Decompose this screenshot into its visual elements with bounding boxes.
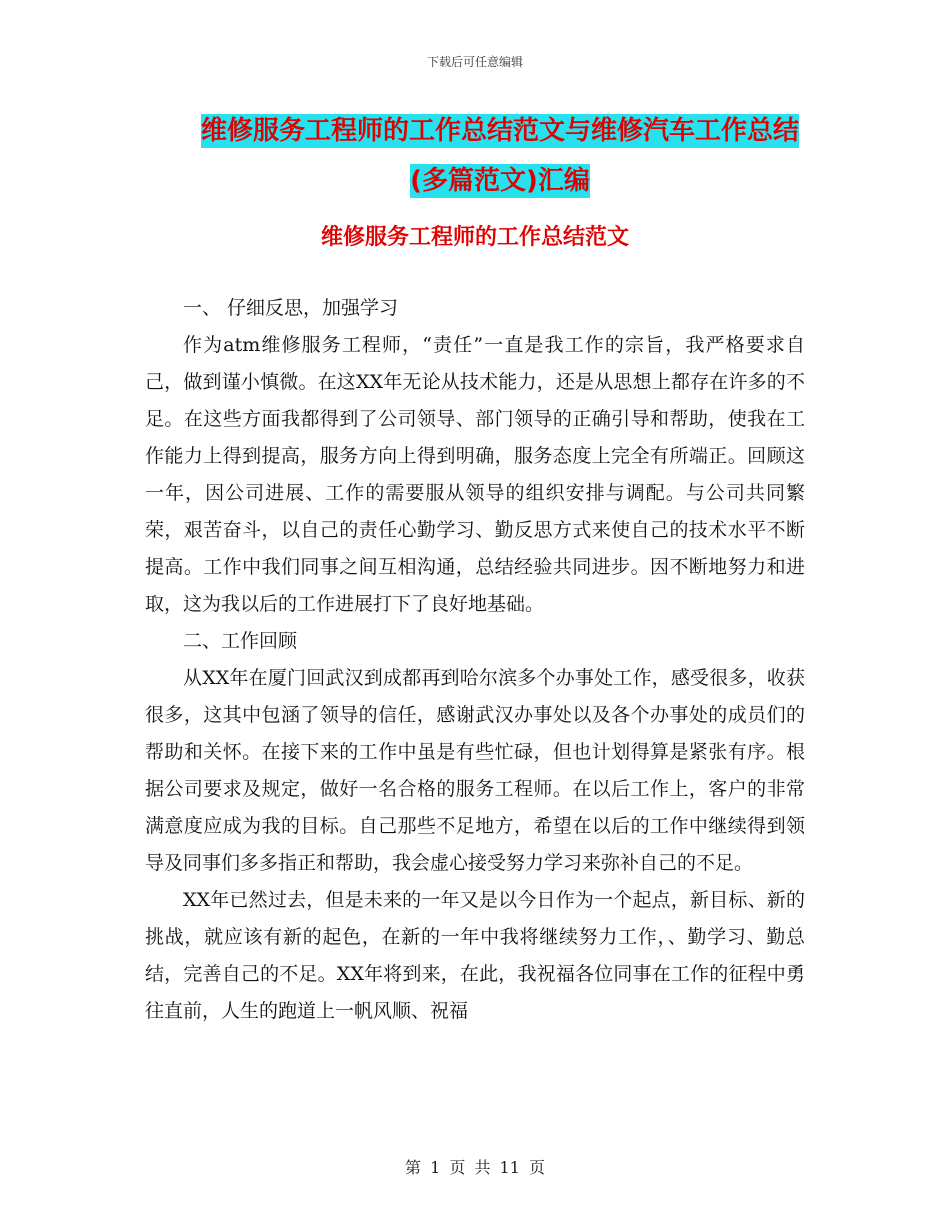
heading-work-review: 二、工作回顾 bbox=[183, 630, 298, 652]
section-title: 维修服务工程师的工作总结范文 bbox=[320, 225, 629, 250]
page-number-footer: 第 1 页 共 11 页 bbox=[405, 1158, 545, 1177]
heading-reflect-and-study: 一、 仔细反思，加强学习 bbox=[183, 297, 399, 319]
document-title bbox=[120, 106, 880, 206]
document-title-line-2: (多篇范文)汇编 bbox=[410, 166, 590, 196]
paragraph-responsibility: 作为atm维修服务工程师，“责任”一直是我工作的宗旨，我严格要求自己，做到谨小慎微。在这XX年无论从技术能力，还是从思想上都存在许多的不足。在这些方面我都得到了公司领导、部门领导的正确引导和帮助，使我在工作能力上得到提高，服务方向上得到明确，服务态度上完全有所端正。回顾这一年，因公司进展、工作的需要服从领导的组织安排与调配。与公司共同繁荣，艰苦奋斗，以自己的责任心勤学习、勤反思方式来使自己的技术水平不断提高。工作中我们同事之间互相沟通，总结经验共同进步。因不断地努力和进取，这为我以后的工作进展打下了良好地基础。 bbox=[145, 334, 805, 615]
header-note: 下载后可任意编辑 bbox=[426, 55, 523, 69]
document-body bbox=[145, 290, 805, 1030]
paragraph-work-review: 从XX年在厦门回武汉到成都再到哈尔滨多个办事处工作，感受很多，收获很多，这其中包涵了领导的信任，感谢武汉办事处以及各个办事处的成员们的帮助和关怀。在接下来的工作中虽是有些忙碌，但也计划得算是紧张有序。根据公司要求及规定，做好一名合格的服务工程师。在以后工作上，客户的非常满意度应成为我的目标。自己那些不足地方，希望在以后的工作中继续得到领导及同事们多多指正和帮助，我会虚心接受努力学习来弥补自己的不足。 bbox=[145, 667, 805, 874]
paragraph-new-year: XX年已然过去，但是未来的一年又是以今日作为一个起点，新目标、新的挑战，就应该有新的起色，在新的一年中我将继续努力工作，、勤学习、勤总结，完善自己的不足。XX年将到来，在此，我祝福各位同事在工作的征程中勇往直前，人生的跑道上一帆风顺、祝福 bbox=[145, 889, 805, 1022]
document-title-line-1: 维修服务工程师的工作总结范文与维修汽车工作总结 bbox=[200, 116, 799, 146]
